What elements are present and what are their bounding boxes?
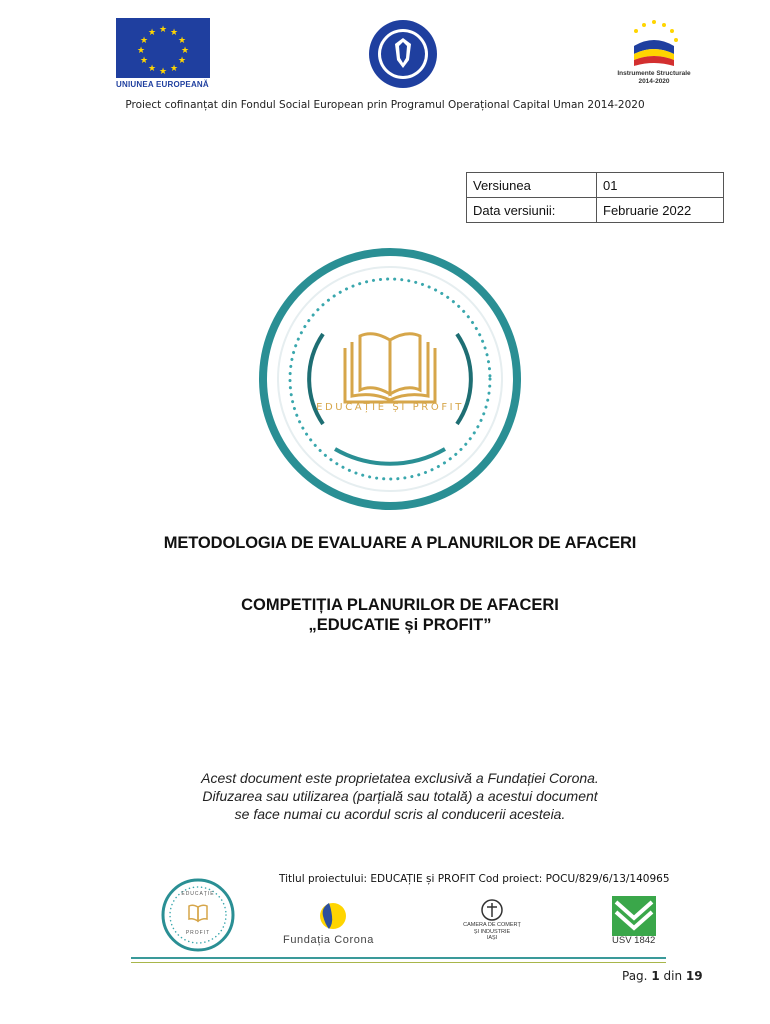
is-sunburst-icon xyxy=(612,16,696,70)
corona-logo xyxy=(313,898,349,934)
is-label-line2: 2014-2020 xyxy=(638,78,670,85)
ownership-notice-line1: Acest document este proprietatea exclusivă a Fundației Corona. xyxy=(201,770,599,786)
footer-emblem-icon xyxy=(160,877,236,953)
table-row xyxy=(467,198,724,223)
romanian-government-seal xyxy=(367,18,439,90)
ownership-notice-line3: se face numai cu acordul scris al conducerii acesteia. xyxy=(234,806,566,822)
emblem-graphic xyxy=(255,244,525,514)
cci-label xyxy=(454,922,530,942)
cci-emblem-icon xyxy=(478,898,506,922)
footer-educatie-logo xyxy=(160,877,236,953)
document-subtitle-line2: „EDUCATIE și PROFIT” xyxy=(308,616,492,634)
svg-text:★: ★ xyxy=(147,28,157,38)
footer-divider xyxy=(131,957,666,959)
document-title: METODOLOGIA DE EVALUARE A PLANURILOR DE AFACERI xyxy=(163,534,637,552)
usv-chevron-icon xyxy=(612,896,656,936)
eu-flag-logo xyxy=(116,18,210,78)
table-row xyxy=(467,173,724,198)
funding-statement: Proiect cofinanțat din Fondul Social European prin Programul Operațional Capital Uman 2014-2020 xyxy=(125,99,645,111)
corona-face-icon xyxy=(313,898,349,934)
version-value: 01 xyxy=(597,173,724,198)
educatie-si-profit-emblem xyxy=(255,244,525,514)
open-book-icon xyxy=(345,334,435,402)
version-table xyxy=(466,172,724,223)
is-label-line1: Instrumente Structurale xyxy=(617,70,691,77)
corona-label: Fundația Corona xyxy=(283,934,374,946)
ownership-notice-line2: Difuzarea sau utilizarea (parțială sau totală) a acestui document xyxy=(202,788,598,804)
svg-text:★: ★ xyxy=(139,36,149,46)
svg-text:★: ★ xyxy=(158,25,168,35)
footer-logo-bottom-text: PROFIT xyxy=(185,930,211,936)
version-key: Versiunea xyxy=(467,173,597,198)
svg-text:★: ★ xyxy=(177,36,187,46)
footer-divider-secondary xyxy=(131,962,666,963)
eu-stars-icon xyxy=(116,18,210,78)
svg-text:★: ★ xyxy=(147,64,157,74)
cci-line2: ȘI INDUSTRIE xyxy=(473,928,511,935)
document-subtitle-line1: COMPETIȚIA PLANURILOR DE AFACERI xyxy=(241,596,559,614)
svg-text:★: ★ xyxy=(139,56,149,66)
cci-line1: CAMERA DE COMERȚ xyxy=(463,922,521,928)
svg-text:★: ★ xyxy=(180,46,190,56)
usv-label: USV 1842 xyxy=(612,935,656,946)
footer-project-line: Titlul proiectului: EDUCAȚIE și PROFIT Cod proiect: POCU/829/6/13/140965 xyxy=(279,873,670,885)
usv-logo xyxy=(612,896,656,936)
page-total: 19 xyxy=(685,969,703,983)
page-current: 1 xyxy=(651,969,660,983)
page-mid: din xyxy=(663,969,683,983)
svg-text:★: ★ xyxy=(177,56,187,66)
version-date-value: Februarie 2022 xyxy=(597,198,724,223)
page-number xyxy=(622,969,703,983)
svg-text:★: ★ xyxy=(136,46,146,56)
svg-text:★: ★ xyxy=(158,67,168,77)
cci-logo xyxy=(478,898,506,922)
cci-line3: IAȘI xyxy=(486,935,498,941)
svg-text:★: ★ xyxy=(169,28,179,38)
is-label xyxy=(606,70,702,86)
footer-logo-top-text: EDUCAȚIE xyxy=(181,891,215,897)
emblem-text: EDUCAȚIE ȘI PROFIT xyxy=(316,402,464,413)
eu-label: UNIUNEA EUROPEANĂ xyxy=(116,80,209,89)
version-date-key: Data versiunii: xyxy=(467,198,597,223)
government-seal-icon xyxy=(367,18,439,90)
svg-text:★: ★ xyxy=(169,64,179,74)
page-prefix: Pag. xyxy=(622,969,648,983)
